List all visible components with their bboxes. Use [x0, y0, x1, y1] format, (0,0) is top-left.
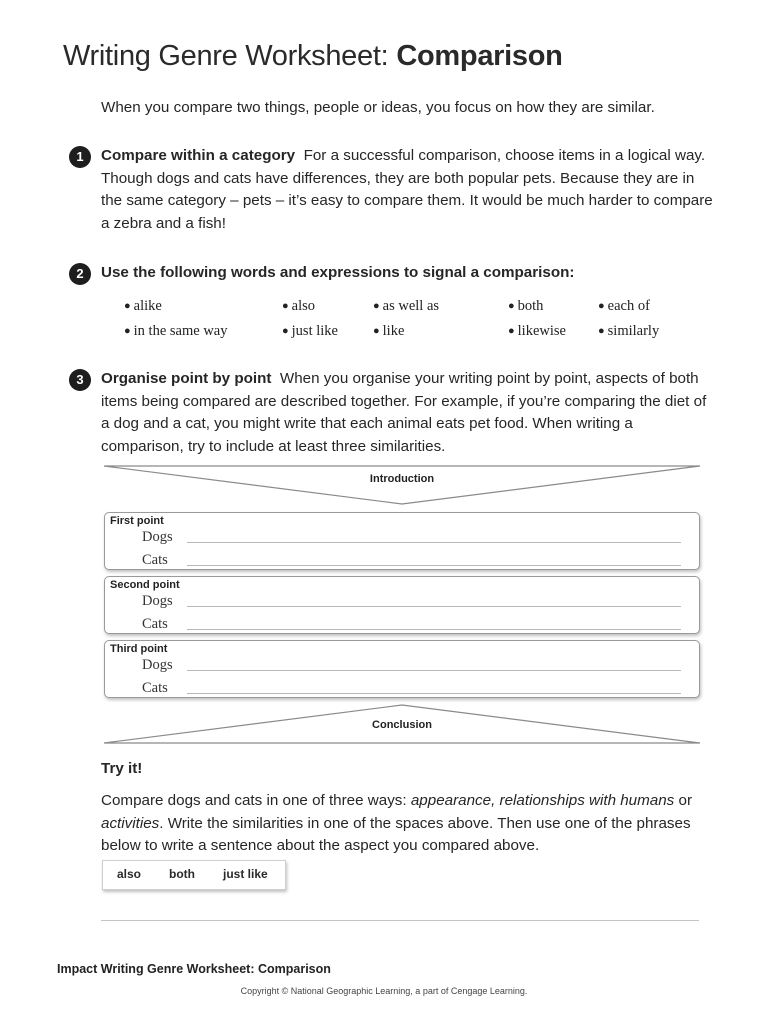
word-item: ● also: [282, 298, 316, 314]
section-1: [101, 145, 716, 235]
answer-line[interactable]: [187, 565, 681, 566]
answer-line[interactable]: [187, 670, 681, 671]
phrase-item: also: [117, 867, 142, 881]
footer-title: Impact Writing Genre Worksheet: Comparison: [57, 962, 331, 976]
word-item: ● both: [508, 298, 544, 314]
answer-line[interactable]: [187, 629, 681, 630]
dogs-label: Dogs: [142, 657, 173, 673]
conclusion-label: Conclusion: [372, 719, 432, 731]
word-item: ● as well as: [373, 298, 440, 314]
answer-line[interactable]: [187, 606, 681, 607]
try-it-body: Compare dogs and cats in one of three ways: appearance, relationships with humans or activities. Write the similarities in one of the spaces above. Then use one of the phrases below to write a sentence about the aspect you compared above.: [101, 792, 693, 854]
word-item: ● similarly: [598, 323, 660, 339]
section-2-number: 2: [69, 263, 91, 285]
word-item: ● likewise: [508, 323, 566, 339]
section-3-heading: Organise point by point: [101, 370, 272, 387]
section-3-number: 3: [69, 369, 91, 391]
phrase-box: [102, 860, 286, 890]
divider: [101, 920, 699, 921]
section-3: [101, 368, 716, 458]
introduction-label: Introduction: [369, 473, 435, 485]
try-it-heading: Try it!: [101, 760, 143, 777]
word-item: ● like: [373, 323, 405, 339]
section-2-heading: Use the following words and expressions to signal a comparison:: [101, 264, 575, 281]
introduction-arrow: [100, 462, 704, 508]
word-item: ● in the same way: [124, 323, 228, 339]
answer-line[interactable]: [187, 542, 681, 543]
first-point-box: [104, 512, 700, 570]
cats-label: Cats: [142, 552, 168, 568]
intro-text: When you compare two things, people or ideas, you focus on how they are similar.: [101, 99, 655, 116]
word-item: ● alike: [124, 298, 162, 314]
section-1-number: 1: [69, 146, 91, 168]
cats-label: Cats: [142, 616, 168, 632]
section-3-body: When you organise your writing point by point, aspects of both items being compared are described together. For example, if you’re comparing the diet of a dog and a cat, you might write that each animal eats pet food. When writing a comparison, try to include at least three similarities.: [101, 370, 707, 455]
title-bold: Comparison: [396, 40, 563, 72]
word-item: ● just like: [282, 323, 338, 339]
section-1-body: For a successful comparison, choose items in a logical way. Though dogs and cats have differences, they are both popular pets. Because they are in the same category – pets – it’s easy to compare them. It would be much harder to compare a zebra and a fish!: [101, 147, 713, 232]
second-point-box: [104, 576, 700, 634]
word-item: ● each of: [598, 298, 650, 314]
dogs-label: Dogs: [142, 593, 173, 609]
answer-line[interactable]: [187, 693, 681, 694]
point-title: Third point: [110, 643, 168, 655]
phrase-item: just like: [223, 867, 268, 881]
point-title: Second point: [110, 579, 180, 591]
phrase-item: both: [169, 867, 195, 881]
copyright: Copyright © National Geographic Learning, a part of Cengage Learning.: [240, 986, 528, 996]
cats-label: Cats: [142, 680, 168, 696]
point-title: First point: [110, 515, 164, 527]
page-title: [63, 40, 563, 73]
dogs-label: Dogs: [142, 529, 173, 545]
third-point-box: [104, 640, 700, 698]
title-light: Writing Genre Worksheet:: [63, 40, 389, 72]
section-1-heading: Compare within a category: [101, 147, 296, 164]
